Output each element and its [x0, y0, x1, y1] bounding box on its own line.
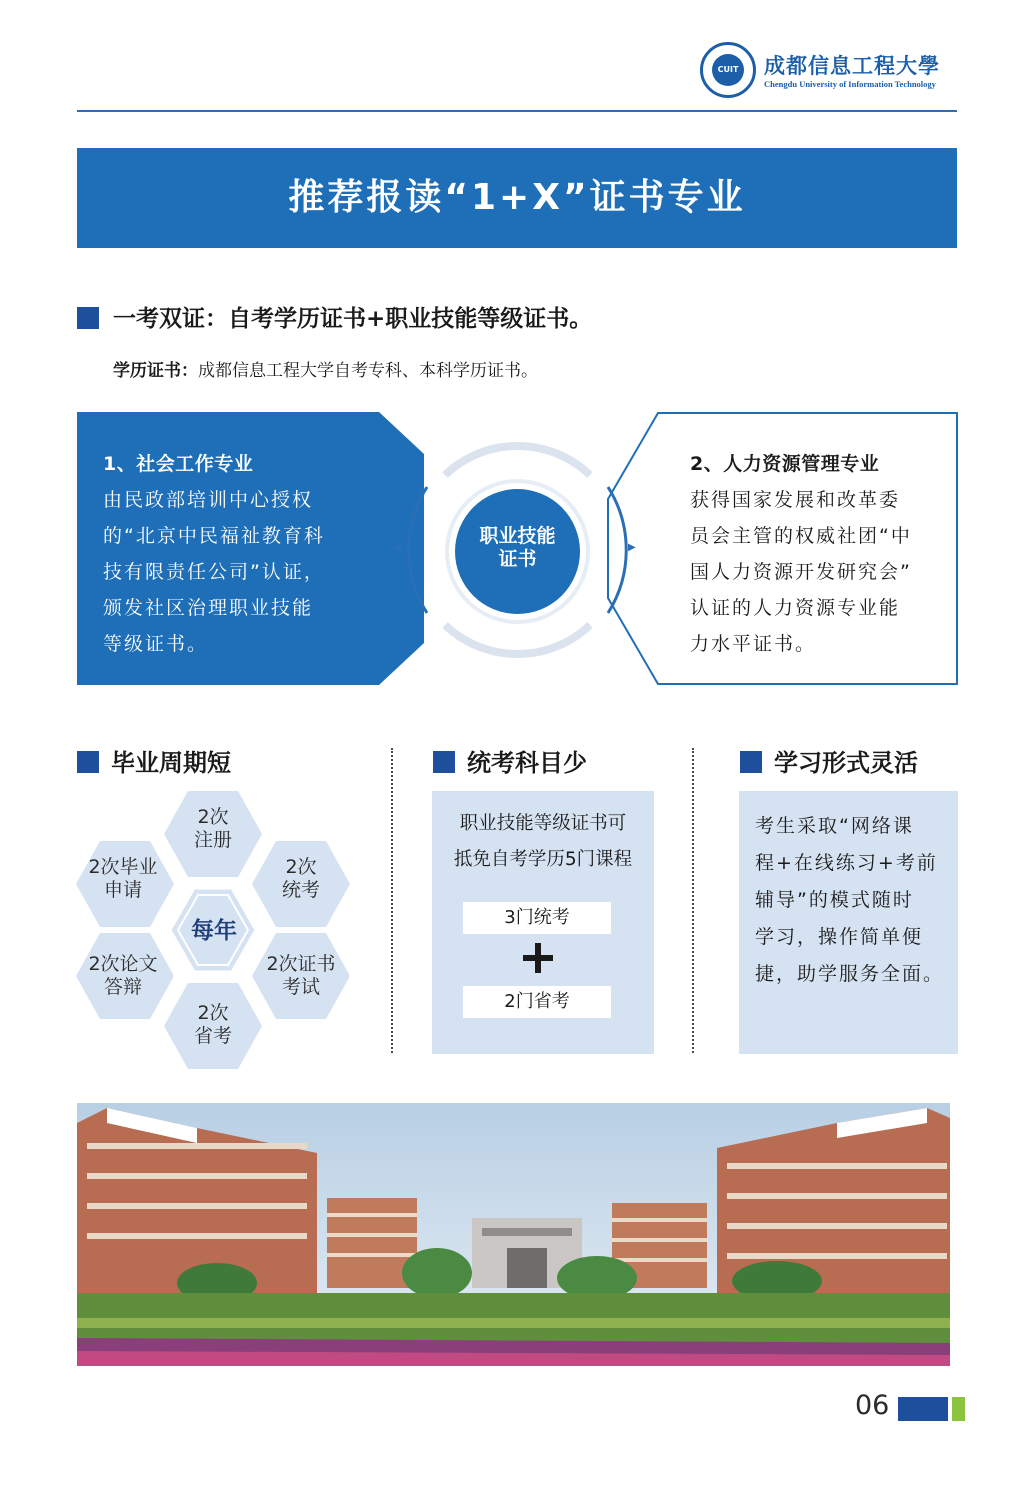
header-divider — [77, 110, 957, 112]
study-heading — [740, 743, 918, 778]
hex-center-label: 每年 — [191, 918, 237, 944]
plus-icon — [520, 940, 556, 976]
subjects-heading — [433, 743, 587, 778]
page-title: 推荐报读“1+X”证书专业 — [77, 148, 957, 248]
center-label-line-1: 职业技能 — [479, 525, 556, 547]
arrow-right-icon: ▶ — [628, 542, 636, 553]
cert-left-line: 等级证书。 — [103, 633, 209, 655]
hex-line: 2次证书 — [266, 953, 336, 975]
university-seal-icon — [700, 42, 756, 98]
provincial-exam-box: 2门省考 — [463, 986, 611, 1018]
center-badge-label — [455, 525, 580, 571]
study-line: 程+在线练习+考前 — [755, 852, 938, 874]
hex-line: 申请 — [103, 879, 142, 901]
study-heading-text: 学习形式灵活 — [774, 749, 918, 777]
campus-photo — [77, 1103, 950, 1366]
hex-line: 答辩 — [103, 976, 142, 998]
intro-sub-label: 学历证书： — [113, 361, 198, 381]
cycle-heading — [77, 743, 231, 778]
cert-left-content — [103, 446, 383, 662]
cert-left-line: 的“北京中民福祉教育科 — [103, 525, 325, 547]
hex-label-graduation — [73, 856, 173, 902]
hex-label-exam — [251, 856, 351, 902]
intro-subtext — [113, 356, 538, 381]
subjects-heading-text: 统考科目少 — [467, 749, 587, 777]
university-logo — [700, 40, 960, 100]
footer-blue-bar — [898, 1397, 948, 1421]
hex-label-provincial — [163, 1002, 263, 1048]
seal-text: CUIT — [712, 54, 744, 86]
study-line: 捷，助学服务全面。 — [755, 963, 945, 985]
hex-line: 2次 — [197, 1002, 229, 1024]
hex-label-register — [163, 806, 263, 852]
subjects-line: 职业技能等级证书可 — [459, 813, 627, 834]
subjects-line: 抵免自考学历5门课程 — [453, 849, 633, 870]
hex-label-thesis — [73, 953, 173, 999]
cert-right-line: 力水平证书。 — [690, 633, 817, 655]
hex-label-cert-exam — [251, 953, 351, 999]
hex-line: 2次毕业 — [88, 856, 158, 878]
hex-line: 2次论文 — [88, 953, 158, 975]
hex-line: 2次 — [197, 806, 229, 828]
hex-line: 省考 — [193, 1025, 232, 1047]
square-bullet-icon — [740, 751, 762, 773]
column-divider — [692, 748, 694, 1053]
cert-left-line: 由民政部培训中心授权 — [103, 489, 314, 511]
hex-line: 2次 — [285, 856, 317, 878]
arrow-left-icon: ◀ — [394, 542, 402, 553]
university-name-cn: 成都信息工程大學 — [764, 53, 940, 78]
square-bullet-icon — [77, 751, 99, 773]
study-line: 学习，操作简单便 — [755, 926, 924, 948]
study-text — [755, 808, 945, 993]
cert-left-title: 1、社会工作专业 — [103, 453, 254, 475]
cert-right-line: 员会主管的权威社团“中 — [690, 525, 912, 547]
page-number: 06 — [855, 1390, 890, 1421]
cert-right-title: 2、人力资源管理专业 — [690, 453, 880, 475]
cert-right-content — [690, 446, 940, 662]
unified-exam-box: 3门统考 — [463, 902, 611, 934]
university-name-en: Chengdu University of Information Technology — [764, 79, 936, 89]
cert-left-line: 技有限责任公司”认证， — [103, 561, 325, 583]
intro-heading — [77, 300, 592, 333]
subjects-text — [432, 806, 654, 878]
center-label-line-2: 证书 — [498, 548, 537, 570]
column-divider — [391, 748, 393, 1053]
square-bullet-icon — [433, 751, 455, 773]
cycle-heading-text: 毕业周期短 — [111, 749, 231, 777]
square-bullet-icon — [77, 307, 99, 329]
footer-green-bar — [952, 1397, 965, 1421]
cert-right-line: 国人力资源开发研究会” — [690, 561, 912, 583]
study-line: 考生采取“网络课 — [755, 815, 914, 837]
cert-left-line: 颁发社区治理职业技能 — [103, 597, 314, 619]
hex-line: 注册 — [193, 829, 232, 851]
cert-right-line: 认证的人力资源专业能 — [690, 597, 901, 619]
hex-line: 统考 — [281, 879, 320, 901]
hex-line: 考试 — [281, 976, 320, 998]
intro-heading-text: 一考双证：自考学历证书+职业技能等级证书。 — [113, 306, 593, 332]
cert-right-line: 获得国家发展和改革委 — [690, 489, 901, 511]
study-line: 辅导”的模式随时 — [755, 889, 914, 911]
intro-sub-text: 成都信息工程大学自考专科、本科学历证书。 — [198, 361, 538, 381]
